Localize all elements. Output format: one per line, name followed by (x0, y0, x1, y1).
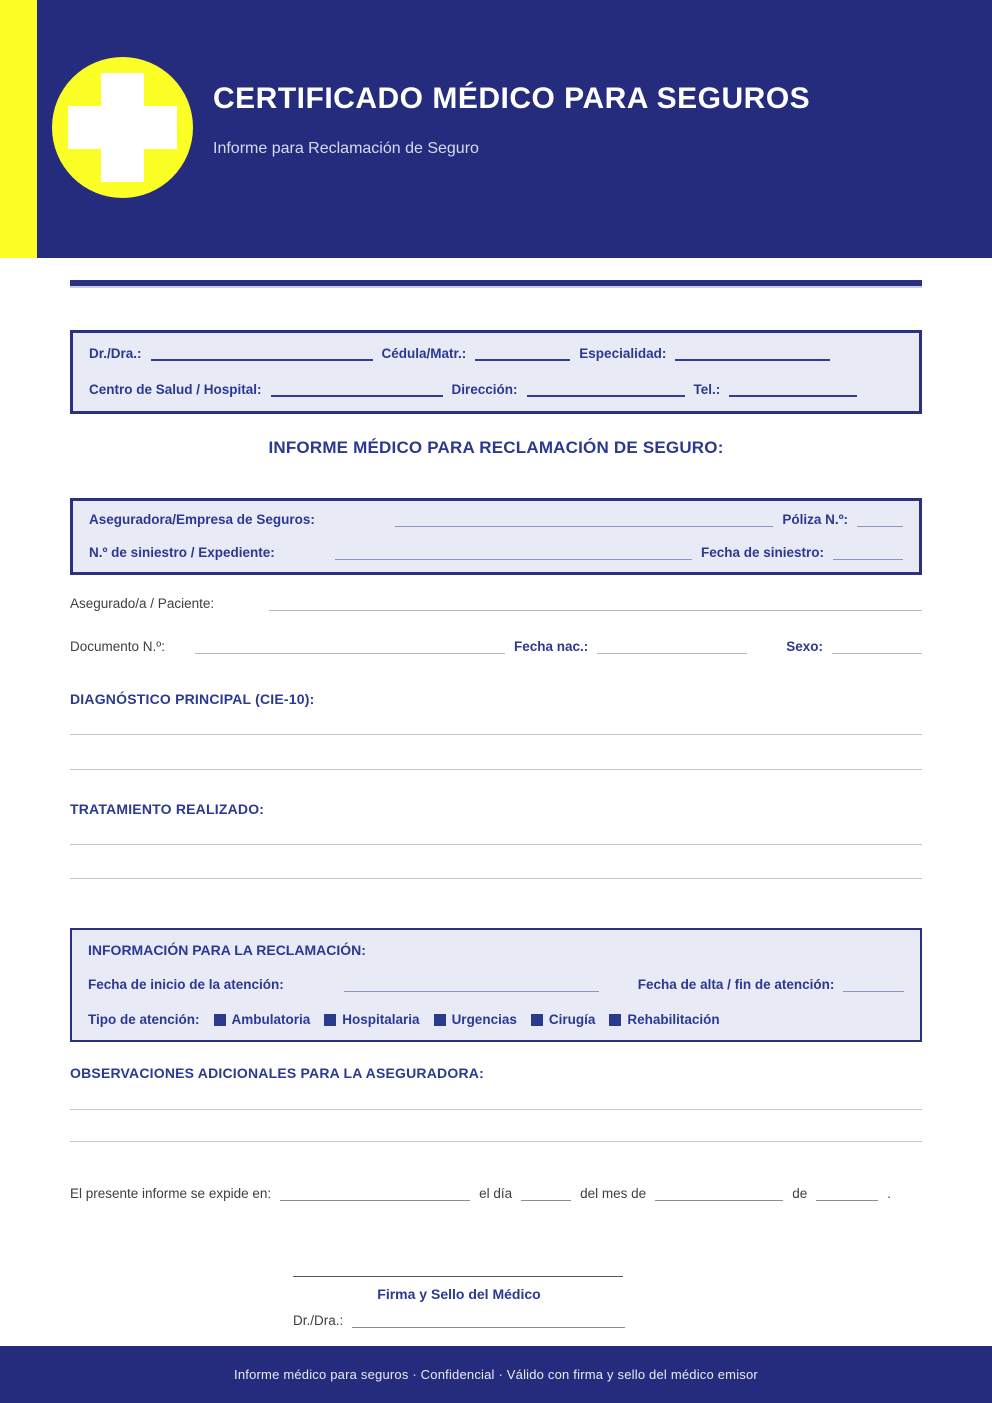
treatment-writing-line-1[interactable] (70, 844, 922, 845)
issuance-period: . (887, 1186, 891, 1201)
diagnosis-writing-line-2[interactable] (70, 769, 922, 770)
page-subtitle: Informe para Reclamación de Seguro (213, 140, 479, 157)
insurer-claim-box (70, 498, 922, 575)
claim-file-label: N.º de siniestro / Expediente: (89, 545, 275, 560)
address-field[interactable] (527, 395, 685, 397)
medical-cross-icon (52, 57, 193, 198)
footer-band (0, 1346, 992, 1403)
claim-date-label: Fecha de siniestro: (700, 545, 824, 560)
specialty-label: Especialidad: (579, 346, 667, 361)
observations-writing-line-2[interactable] (70, 1141, 922, 1142)
issuance-year-label: de (792, 1186, 808, 1201)
filled-square-icon (324, 1014, 336, 1026)
phone-label: Tel.: (693, 382, 721, 397)
attention-type-label: Tipo de atención: (88, 1012, 200, 1027)
doctor-row-2 (89, 382, 903, 398)
attention-start-label: Fecha de inicio de la atención: (88, 977, 284, 992)
signature-name-label: Dr./Dra.: (293, 1313, 344, 1328)
horizontal-rule (70, 280, 922, 286)
attention-dates-row (88, 977, 904, 993)
document-number-label: Documento N.º: (70, 639, 165, 654)
issuance-intro: El presente informe se expide en: (70, 1186, 272, 1201)
issuance-month-field[interactable] (655, 1200, 783, 1201)
signature-block (293, 1276, 625, 1329)
attention-end-label: Fecha de alta / fin de atención: (637, 977, 835, 992)
option-urgencias[interactable]: Urgencias (434, 1012, 517, 1028)
option-ambulatoria[interactable]: Ambulatoria (214, 1012, 311, 1028)
doctor-name-field[interactable] (151, 359, 373, 361)
issuance-day-label: el día (479, 1186, 513, 1201)
option-cirugia[interactable]: Cirugía (531, 1012, 596, 1028)
option-rehabilitacion[interactable]: Rehabilitación (609, 1012, 719, 1028)
signature-caption: Firma y Sello del Médico (377, 1286, 541, 1302)
birth-date-field[interactable] (597, 653, 747, 654)
observations-writing-line-1[interactable] (70, 1109, 922, 1110)
sex-field[interactable] (832, 653, 922, 654)
license-label: Cédula/Matr.: (381, 346, 467, 361)
license-field[interactable] (475, 359, 570, 361)
claim-file-field[interactable] (335, 559, 692, 560)
health-center-label: Centro de Salud / Hospital: (89, 382, 262, 397)
signature-line[interactable] (293, 1276, 623, 1277)
insurer-label: Aseguradora/Empresa de Seguros: (89, 512, 315, 527)
policy-number-label: Póliza N.º: (782, 512, 848, 527)
insurer-field[interactable] (395, 526, 773, 527)
issuance-day-field[interactable] (521, 1200, 571, 1201)
footer-text: Informe médico para seguros · Confidencial · Válido con firma y sello del médico emisor (234, 1367, 758, 1382)
claim-info-title-row (88, 942, 904, 958)
address-label: Dirección: (451, 382, 518, 397)
diagnosis-writing-line-1[interactable] (70, 734, 922, 735)
doctor-info-box (70, 330, 922, 414)
doctor-name-label: Dr./Dra.: (89, 346, 142, 361)
signature-name-row (293, 1313, 625, 1329)
attention-start-field[interactable] (344, 991, 599, 992)
insurer-row (89, 512, 903, 528)
birth-date-label: Fecha nac.: (513, 639, 589, 654)
doctor-row-1 (89, 346, 903, 362)
sex-label: Sexo: (786, 639, 823, 654)
claim-info-title: INFORMACIÓN PARA LA RECLAMACIÓN: (88, 942, 366, 958)
issuance-row (70, 1186, 922, 1202)
treatment-writing-line-2[interactable] (70, 878, 922, 879)
report-section-title: INFORME MÉDICO PARA RECLAMACIÓN DE SEGURO: (268, 438, 724, 457)
option-hospitalaria[interactable]: Hospitalaria (324, 1012, 419, 1028)
header-band (37, 0, 992, 258)
treatment-title: TRATAMIENTO REALIZADO: (70, 801, 265, 817)
phone-field[interactable] (729, 395, 857, 397)
page-title: CERTIFICADO MÉDICO PARA SEGUROS (213, 82, 811, 115)
issuance-year-field[interactable] (816, 1200, 878, 1201)
claim-number-row (89, 545, 903, 561)
issuance-place-field[interactable] (280, 1200, 470, 1201)
specialty-field[interactable] (675, 359, 830, 361)
insured-label: Asegurado/a / Paciente: (70, 596, 215, 611)
yellow-side-stripe (0, 0, 37, 258)
issuance-month-label: del mes de (580, 1186, 647, 1201)
diagnosis-title: DIAGNÓSTICO PRINCIPAL (CIE-10): (70, 691, 315, 707)
filled-square-icon (434, 1014, 446, 1026)
policy-number-field[interactable] (857, 526, 903, 527)
attention-end-field[interactable] (843, 991, 904, 992)
document-row (70, 639, 922, 655)
insured-row (70, 596, 922, 612)
filled-square-icon (214, 1014, 226, 1026)
claim-info-box (70, 928, 922, 1042)
claim-date-field[interactable] (833, 559, 903, 560)
health-center-field[interactable] (271, 395, 443, 397)
filled-square-icon (531, 1014, 543, 1026)
insured-field[interactable] (269, 610, 922, 611)
filled-square-icon (609, 1014, 621, 1026)
document-number-field[interactable] (195, 653, 505, 654)
observations-title: OBSERVACIONES ADICIONALES PARA LA ASEGURADORA: (70, 1065, 484, 1081)
signature-name-field[interactable] (352, 1327, 625, 1328)
attention-type-row (88, 1012, 904, 1028)
